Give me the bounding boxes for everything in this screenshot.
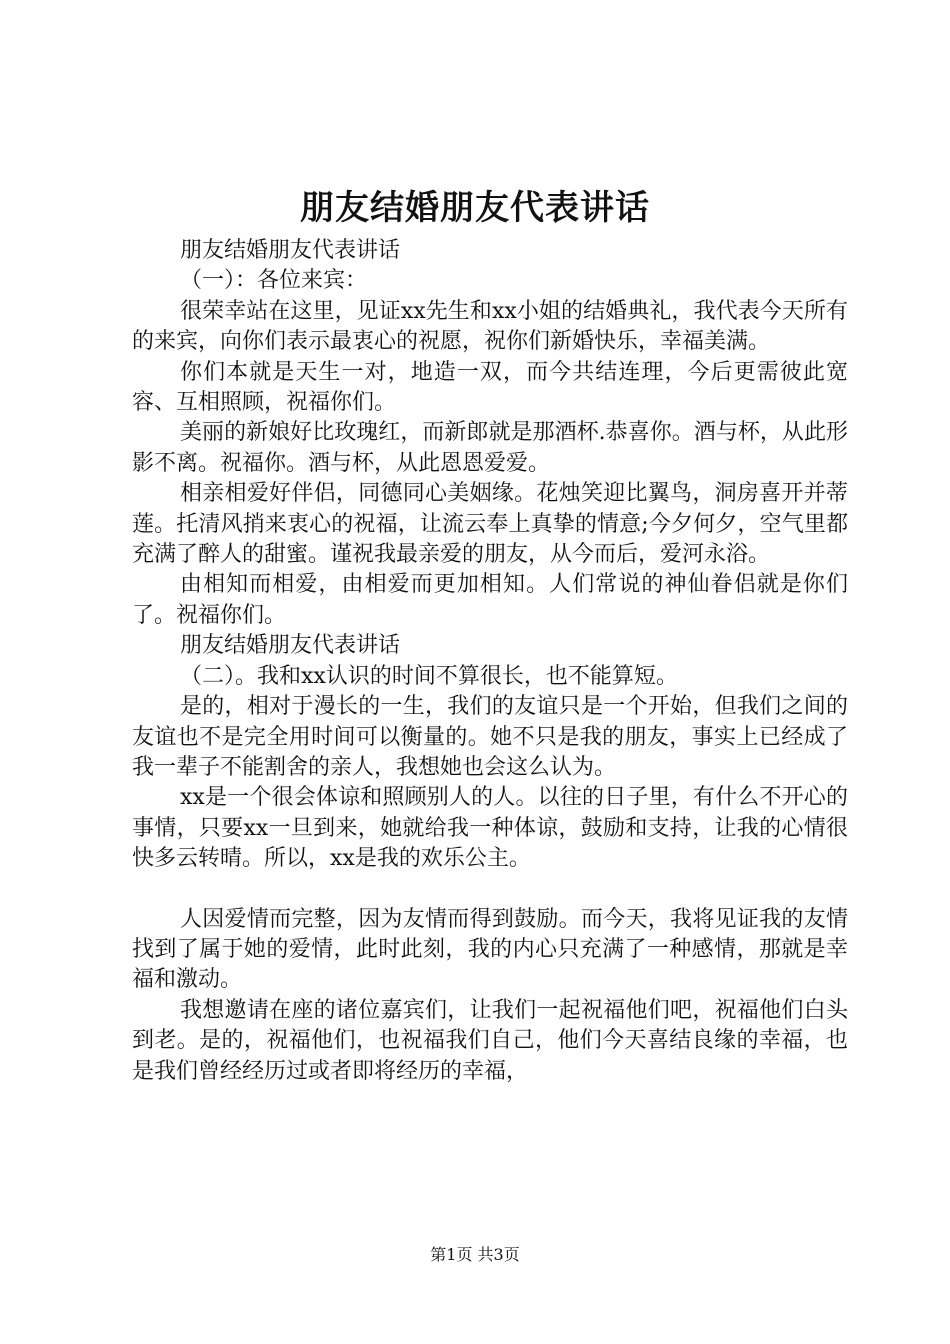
- paragraph: 我想邀请在座的诸位嘉宾们，让我们一起祝福他们吧，祝福他们白头到老。是的，祝福他们，也祝福我们自己，他们今天喜结良缘的幸福，也是我们曾经经历过或者即将经历的幸福，: [132, 997, 848, 1084]
- paragraph: 美丽的新娘好比玫瑰红，而新郎就是那酒杯.恭喜你。酒与杯，从此形影不离。祝福你。酒与杯，从此恩恩爱爱。: [132, 420, 848, 476]
- page-number-footer: 第1页 共3页: [430, 1245, 520, 1264]
- paragraph: 很荣幸站在这里，见证xx先生和xx小姐的结婚典礼，我代表今天所有的来宾，向你们表示最衷心的祝愿，祝你们新婚快乐，幸福美满。: [132, 298, 848, 355]
- document-body: [132, 236, 848, 1087]
- paragraph: xx是一个很会体谅和照顾别人的人。以往的日子里，有什么不开心的事情，只要xx一旦到来，她就给我一种体谅，鼓励和支持，让我的心情很快多云转晴。所以，xx是我的欢乐公主。: [132, 785, 848, 872]
- paragraph: （二）。我和xx认识的时间不算很长，也不能算短。: [180, 663, 678, 689]
- paragraph: 是的，相对于漫长的一生，我们的友谊只是一个开始，但我们之间的友谊也不是完全用时间可以衡量的。她不只是我的朋友，事实上已经成了我一辈子不能割舍的亲人，我想她也会这么认为。: [132, 694, 848, 780]
- paragraph: （一）：各位来宾：: [180, 268, 368, 294]
- paragraph: 相亲相爱好伴侣，同德同心美姻缘。花烛笑迎比翼鸟，洞房喜开并蒂莲。托清风捎来衷心的祝福，让流云奉上真挚的情意;今夕何夕，空气里都充满了醉人的甜蜜。谨祝我最亲爱的朋友，从今而后，爱河永浴。: [132, 481, 848, 568]
- section-heading-1: 朋友结婚朋友代表讲话: [180, 238, 401, 263]
- document-title: 朋友结婚朋友代表讲话: [300, 188, 650, 228]
- paragraph: 你们本就是天生一对，地造一双，而今共结连理，今后更需彼此宽容、互相照顾，祝福你们。: [132, 359, 848, 416]
- paragraph: 由相知而相爱，由相爱而更加相知。人们常说的神仙眷侣就是你们了。祝福你们。: [132, 572, 848, 628]
- section-heading-2: 朋友结婚朋友代表讲话: [180, 633, 401, 659]
- paragraph: 人因爱情而完整，因为友情而得到鼓励。而今天，我将见证我的友情找到了属于她的爱情，此时此刻，我的内心只充满了一种感情，那就是幸福和激动。: [132, 906, 848, 993]
